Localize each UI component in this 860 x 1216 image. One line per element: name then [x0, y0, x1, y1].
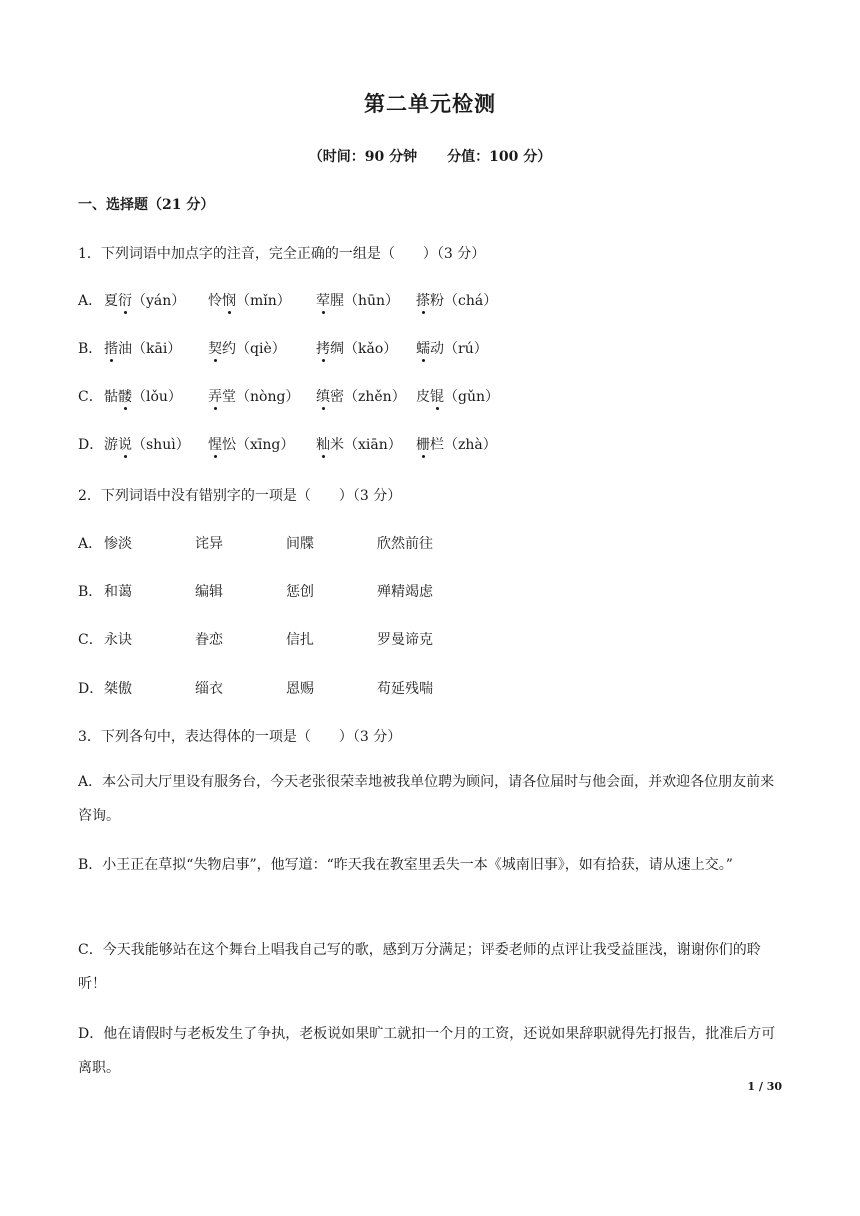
pinyin-item	[208, 434, 294, 454]
dotted-character: 惺	[208, 434, 222, 454]
question-3-option-c: C．今天我能够站在这个舞台上唱我自己写的歌，感到万分满足；评委老师的点评让我受益匪浅，谢谢你们的聆听！	[78, 942, 761, 992]
exam-info	[0, 146, 860, 166]
question-1-option-a	[78, 290, 788, 310]
option-letter: A．	[78, 293, 103, 309]
option-letter: A．	[78, 536, 103, 552]
question-3-option-a: A．本公司大厅里设有服务台，今天老张很荣幸地被我单位聘为顾问，请各位届时与他会面，并欢迎各位朋友前来咨询。	[78, 774, 775, 824]
exam-time: （时间：90 分钟	[308, 149, 418, 165]
pinyin-item	[316, 386, 406, 406]
dotted-character: 锟	[430, 386, 444, 406]
question-1-option-d	[78, 434, 788, 454]
option-letter: B．	[78, 341, 103, 357]
exam-score: 分值：100 分）	[447, 149, 552, 165]
dotted-character: 拷	[316, 338, 330, 358]
item-pinyin: 米（xiān）	[330, 437, 402, 453]
word-item: 罗曼谛克	[377, 632, 433, 648]
word-item: 信扎	[286, 632, 314, 648]
dotted-character: 髅	[118, 386, 132, 406]
item-pinyin: 油（kāi）	[118, 341, 182, 357]
word-item: 惩创	[286, 584, 314, 600]
page-title: 第二单元检测	[364, 91, 496, 116]
item-text: 夏	[104, 293, 118, 309]
pinyin-item	[416, 434, 497, 454]
dotted-character: 揩	[104, 338, 118, 358]
option-letter: C．	[78, 389, 103, 405]
dotted-character: 悯	[222, 290, 236, 310]
question-1-option-b	[78, 338, 788, 358]
pinyin-item	[208, 338, 286, 358]
dotted-character: 荤	[316, 290, 330, 310]
question-1-stem: 1．下列词语中加点字的注音，完全正确的一组是（ ）（3 分）	[78, 246, 486, 262]
dotted-character: 搽	[416, 290, 430, 310]
pinyin-item	[208, 386, 299, 406]
word-item: 诧异	[195, 536, 223, 552]
pinyin-item	[316, 290, 399, 310]
item-pinyin: 绸（kǎo）	[330, 341, 398, 357]
option-letter: C．	[78, 632, 103, 648]
word-item: 和蔼	[104, 584, 132, 600]
section-heading: 一、选择题（21 分）	[78, 197, 215, 213]
item-text: 皮	[416, 389, 430, 405]
word-item: 眷恋	[195, 632, 223, 648]
item-pinyin: 堂（nòng）	[222, 389, 300, 405]
word-item: 桀傲	[104, 681, 132, 697]
item-pinyin: （shuì）	[132, 437, 190, 453]
item-pinyin: （mǐn）	[236, 293, 291, 309]
question-2-option-b	[78, 581, 788, 601]
dotted-character: 弄	[208, 386, 222, 406]
dotted-character: 蠕	[416, 338, 430, 358]
word-item: 殚精竭虑	[377, 584, 433, 600]
question-2-option-c	[78, 629, 788, 649]
item-text: 游	[104, 437, 118, 453]
pinyin-item	[104, 386, 182, 406]
item-pinyin: （gǔn）	[444, 389, 499, 405]
word-item: 苟延残喘	[377, 681, 433, 697]
word-item: 缁衣	[195, 681, 223, 697]
pinyin-item	[416, 338, 488, 358]
word-item: 永诀	[104, 632, 132, 648]
question-2-stem: 2．下列词语中没有错别字的一项是（ ）（3 分）	[78, 488, 402, 504]
dotted-character: 说	[118, 434, 132, 454]
pinyin-item	[316, 338, 397, 358]
pinyin-item	[416, 386, 499, 406]
question-3-stem: 3．下列各句中，表达得体的一项是（ ）（3 分）	[78, 729, 402, 745]
pinyin-item	[416, 290, 497, 310]
question-2-option-d	[78, 678, 788, 698]
question-1-option-c	[78, 386, 788, 406]
word-item: 欣然前往	[377, 536, 433, 552]
dotted-character: 契	[208, 338, 222, 358]
item-pinyin: 动（rú）	[430, 341, 488, 357]
page-number: 1 / 30	[747, 1080, 782, 1093]
word-item: 编辑	[195, 584, 223, 600]
dotted-character: 衍	[118, 290, 132, 310]
option-letter: D．	[78, 681, 104, 697]
item-text: 怜	[208, 293, 222, 309]
pinyin-item	[104, 434, 190, 454]
item-pinyin: （lǒu）	[132, 389, 182, 405]
dotted-character: 籼	[316, 434, 330, 454]
pinyin-item	[104, 290, 185, 310]
dotted-character: 缜	[316, 386, 330, 406]
pinyin-item	[316, 434, 402, 454]
word-item: 恩赐	[286, 681, 314, 697]
item-pinyin: 粉（chá）	[430, 293, 498, 309]
item-text: 骷	[104, 389, 118, 405]
item-pinyin: 腥（hūn）	[330, 293, 400, 309]
option-letter: B．	[78, 584, 103, 600]
question-3-option-b: B．小王正在草拟“失物启事”，他写道：“昨天我在教室里丢失一本《城南旧事》，如有拾获，请从速上交。”	[78, 857, 733, 873]
item-pinyin: 约（qiè）	[222, 341, 286, 357]
pinyin-item	[104, 338, 181, 358]
dotted-character: 栅	[416, 434, 430, 454]
question-2-option-a	[78, 533, 788, 553]
item-pinyin: 栏（zhà）	[430, 437, 497, 453]
word-item: 间牒	[286, 536, 314, 552]
item-pinyin: 密（zhěn）	[330, 389, 406, 405]
word-item: 惨淡	[104, 536, 132, 552]
option-letter: D．	[78, 437, 104, 453]
item-pinyin: 忪（xīng）	[222, 437, 295, 453]
item-pinyin: （yán）	[132, 293, 186, 309]
question-3-option-d: D．他在请假时与老板发生了争执，老板说如果旷工就扣一个月的工资，还说如果辞职就得先打报告，批准后方可离职。	[78, 1026, 776, 1076]
pinyin-item	[208, 290, 291, 310]
